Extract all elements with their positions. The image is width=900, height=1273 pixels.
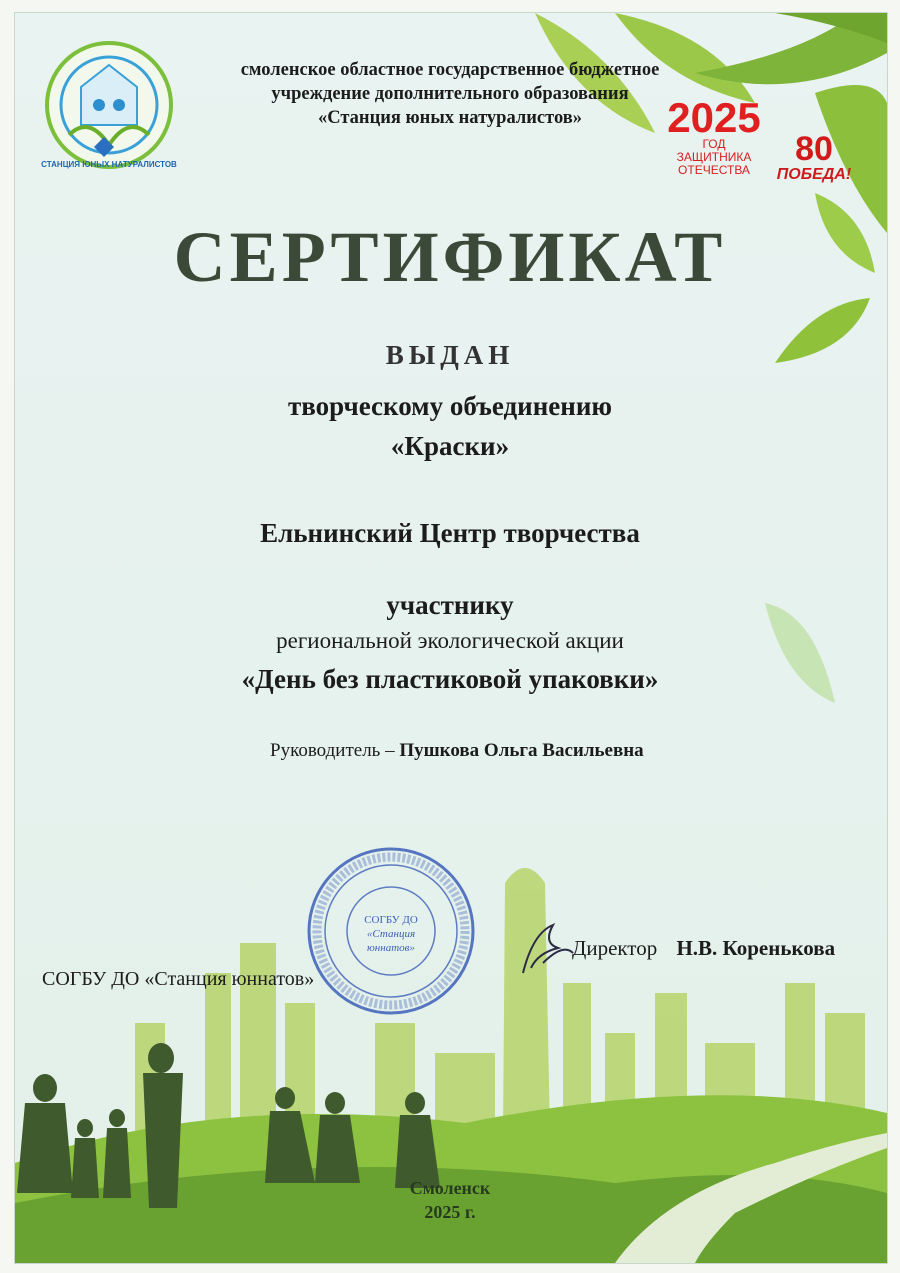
organization-header xyxy=(150,58,750,130)
badge-line-2: ОТЕЧЕСТВА xyxy=(678,163,750,177)
issue-year: 2025 г. xyxy=(424,1202,476,1222)
official-stamp xyxy=(305,845,477,1017)
recipient-line-2: «Краски» xyxy=(390,431,510,461)
org-line-3: «Станция юных натуралистов» xyxy=(317,108,582,128)
svg-text:СТАНЦИЯ ЮНЫХ НАТУРАЛИСТОВ: СТАНЦИЯ ЮНЫХ НАТУРАЛИСТОВ xyxy=(41,160,177,169)
defender-year-badge xyxy=(664,94,764,177)
org-line-1: смоленское областное государственное бюджетное xyxy=(240,60,660,80)
org-line-2: учреждение дополнительного образования xyxy=(271,84,629,104)
issuer-organization: СОГБУ ДО «Станция юннатов» xyxy=(42,968,315,990)
certificate-title: СЕРТИФИКАТ xyxy=(173,217,727,297)
event-description: региональной экологической акции xyxy=(276,628,624,653)
place-and-year xyxy=(330,1176,570,1224)
svg-text:СОГБУ ДО: СОГБУ ДО xyxy=(364,914,418,926)
recipient-line-1: творческому объединению xyxy=(287,391,613,421)
city-name: Смоленск xyxy=(409,1178,491,1198)
badge-line-1: ГОД ЗАЩИТНИКА xyxy=(676,137,752,164)
city-skyline xyxy=(135,868,865,1133)
institution-name: Ельнинский Центр творчества xyxy=(260,518,640,548)
event-name: «День без пластиковой упаковки» xyxy=(241,664,659,694)
director-name: Н.В. Коренькова xyxy=(676,936,836,960)
issued-label: ВЫДАН xyxy=(385,340,515,370)
leader-label: Руководитель – xyxy=(270,740,395,761)
participant-label: участнику xyxy=(386,590,514,620)
svg-text:юннатов»: юннатов» xyxy=(367,942,415,954)
badge-year: 2025 xyxy=(667,94,761,141)
leader-line xyxy=(270,740,790,762)
svg-text:«Станция: «Станция xyxy=(366,928,416,940)
leader-name: Пушкова Ольга Васильевна xyxy=(399,740,644,761)
director-label: Директор xyxy=(572,936,658,960)
victory-number: 80 xyxy=(795,130,833,168)
recipient xyxy=(0,386,900,466)
director-line xyxy=(572,936,835,961)
victory-word: ПОБЕДА! xyxy=(776,166,852,183)
victory-80-badge xyxy=(774,132,854,184)
